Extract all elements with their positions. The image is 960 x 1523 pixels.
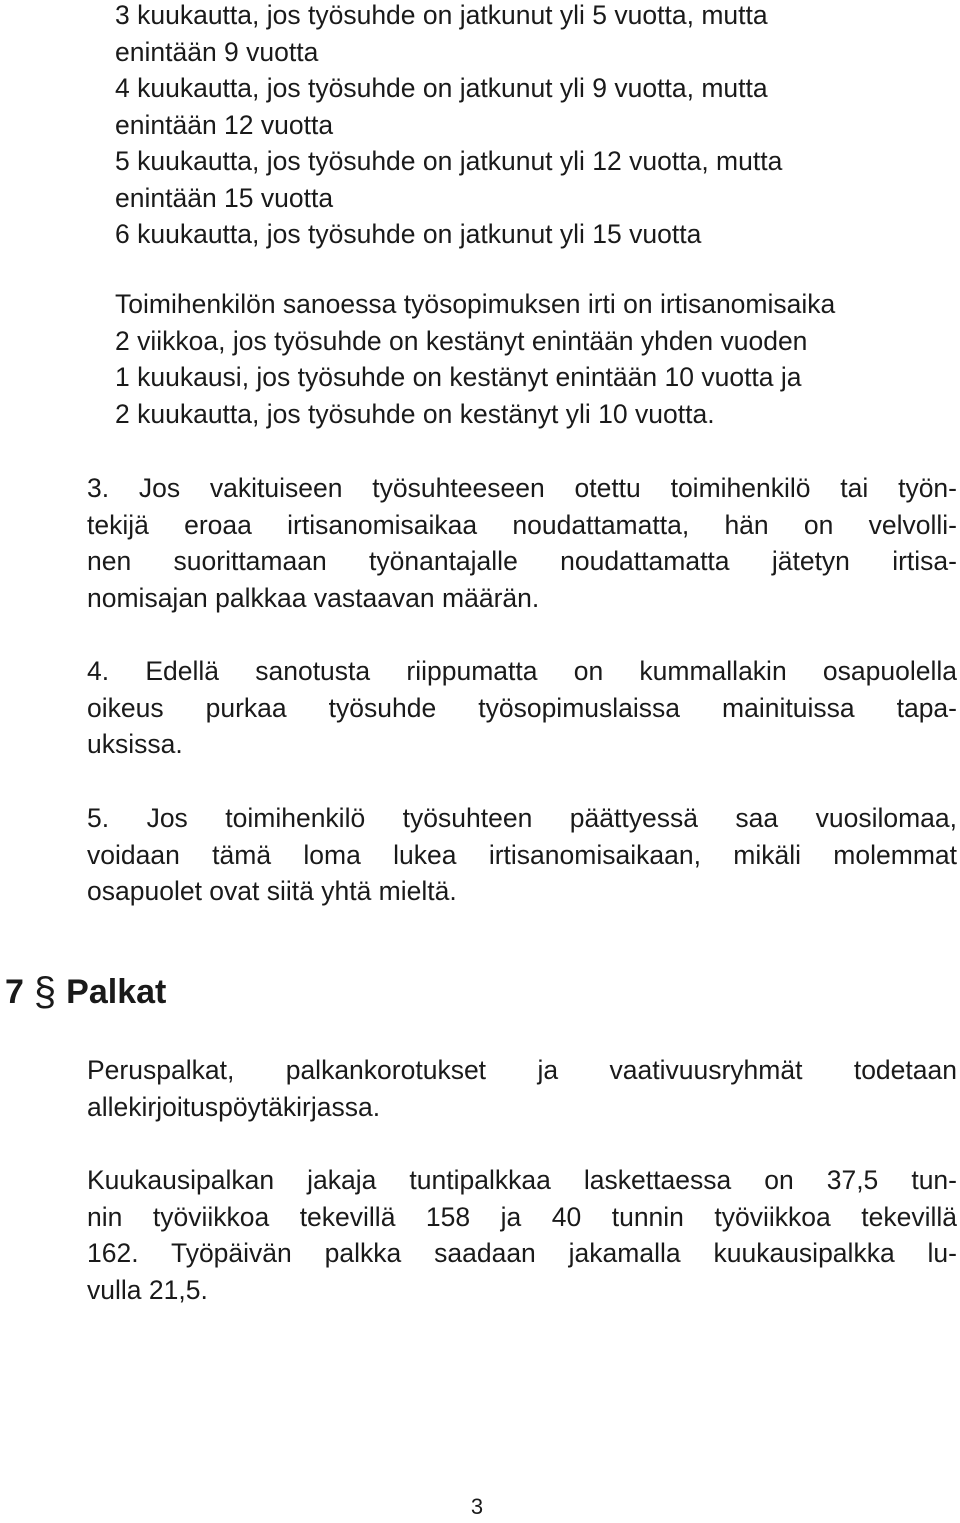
paragraph-line: Kuukausipalkan jakaja tuntipalkkaa laskettaessa on 37,5 tun- bbox=[87, 1165, 957, 1195]
paragraph-line: vulla 21,5. bbox=[87, 1274, 208, 1305]
paragraph-line: nen suorittamaan työnantajalle noudattamatta jätetyn irtisa- bbox=[87, 546, 957, 576]
paragraph-line: 5. Jos toimihenkilö työsuhteen päättyessä saa vuosilomaa, bbox=[87, 803, 957, 833]
list-line: enintään 12 vuotta bbox=[115, 109, 334, 140]
paragraph-line: 2 kuukautta, jos työsuhde on kestänyt yli 10 vuotta. bbox=[115, 398, 715, 429]
paragraph-line: osapuolet ovat siitä yhtä mieltä. bbox=[87, 876, 457, 906]
list-line: 3 kuukautta, jos työsuhde on jatkunut yli 5 vuotta, mutta bbox=[115, 0, 768, 30]
paragraph-line: 2 viikkoa, jos työsuhde on kestänyt enintään yhden vuoden bbox=[115, 325, 808, 356]
salary-paragraph-1 bbox=[87, 1052, 957, 1125]
paragraph-line: oikeus purkaa työsuhde työsopimuslaissa mainituissa tapa- bbox=[87, 692, 957, 723]
section-heading bbox=[5, 970, 166, 1014]
list-line: enintään 9 vuotta bbox=[115, 36, 319, 67]
list-line: 6 kuukautta, jos työsuhde on jatkunut yli 15 vuotta bbox=[115, 219, 702, 249]
paragraph-line: 4. Edellä sanotusta riippumatta on kummallakin osapuolella bbox=[87, 656, 957, 686]
paragraph-line: allekirjoituspöytäkirjassa. bbox=[87, 1091, 381, 1122]
paragraph-line: nomisajan palkkaa vastaavan määrän. bbox=[87, 582, 540, 613]
paragraph-line: uksissa. bbox=[87, 729, 183, 759]
list-line: 4 kuukautta, jos työsuhde on jatkunut yli 9 vuotta, mutta bbox=[115, 73, 768, 103]
paragraph-line: nin työviikkoa tekevillä 158 ja 40 tunnin työviikkoa tekevillä bbox=[87, 1201, 957, 1232]
paragraph-5 bbox=[87, 800, 957, 910]
paragraph-line: Peruspalkat, palkankorotukset ja vaativuusryhmät todetaan bbox=[87, 1055, 957, 1085]
notice-period-list bbox=[115, 0, 955, 253]
paragraph-line: 3. Jos vakituiseen työsuhteeseen otettu toimihenkilö tai työn- bbox=[87, 473, 957, 503]
section-symbol: § bbox=[33, 970, 57, 1014]
list-line: 5 kuukautta, jos työsuhde on jatkunut yli 12 vuotta, mutta bbox=[115, 146, 783, 176]
paragraph-line: Toimihenkilön sanoessa työsopimuksen irti on irtisanomisaika bbox=[115, 289, 836, 319]
list-line: enintään 15 vuotta bbox=[115, 182, 334, 213]
paragraph-line: voidaan tämä loma lukea irtisanomisaikaan, mikäli molemmat bbox=[87, 839, 957, 870]
paragraph-4 bbox=[87, 653, 957, 763]
salary-paragraph-2 bbox=[87, 1162, 957, 1308]
employee-notice-paragraph bbox=[115, 286, 955, 432]
section-number: 7 bbox=[5, 973, 24, 1011]
paragraph-3 bbox=[87, 470, 957, 616]
paragraph-line: tekijä eroaa irtisanomisaikaa noudattamatta, hän on velvolli- bbox=[87, 509, 957, 540]
paragraph-line: 162. Työpäivän palkka saadaan jakamalla kuukausipalkka lu- bbox=[87, 1238, 957, 1268]
paragraph-line: 1 kuukausi, jos työsuhde on kestänyt enintään 10 vuotta ja bbox=[115, 362, 802, 392]
page-number: 3 bbox=[470, 1494, 484, 1519]
section-title: Palkat bbox=[66, 973, 167, 1011]
